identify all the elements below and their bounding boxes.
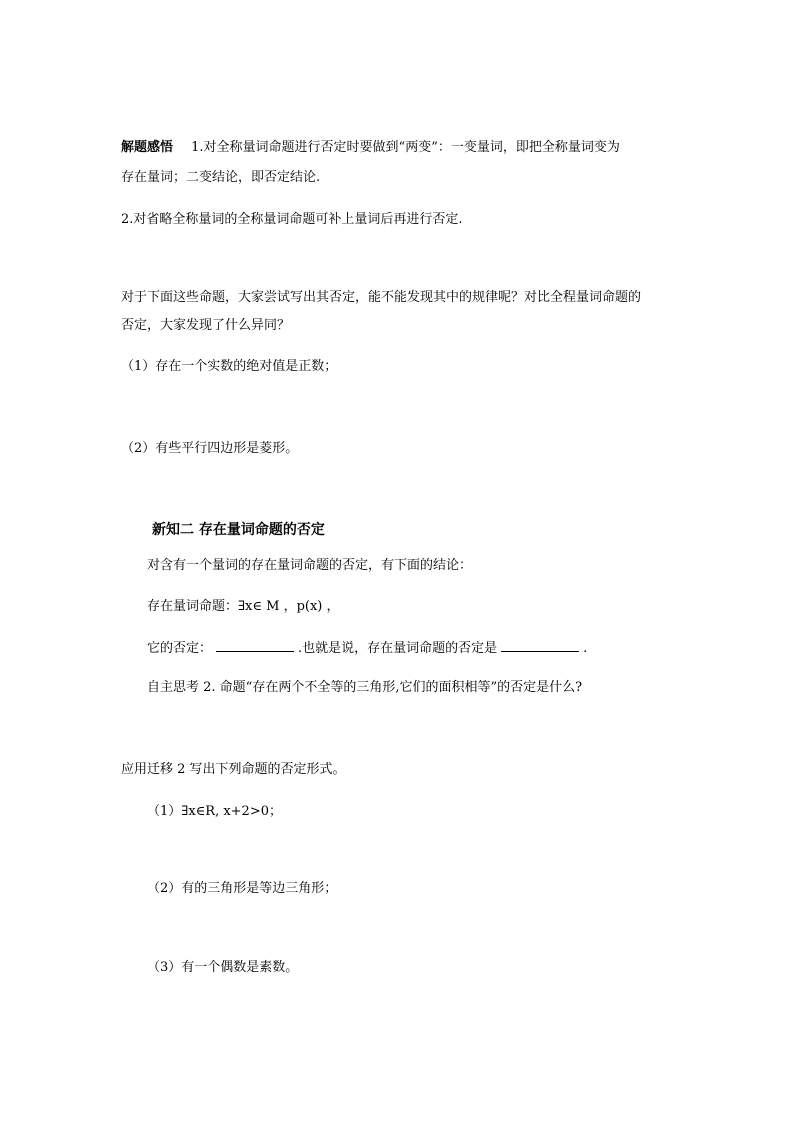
section-intro: 对含有一个量词的存在量词命题的否定，有下面的结论： (147, 558, 473, 573)
application-item-1: （1）∃x∈R, x+2>0； (147, 804, 282, 819)
section-statement: 存在量词命题：∃x∈ M ，p(x) ， (147, 599, 340, 614)
insight-heading: 解题感悟 (121, 140, 174, 155)
exploration-item-1: （1）存在一个实数的绝对值是正数； (121, 359, 338, 374)
application-item-3: （3）有一个偶数是素数。 (147, 960, 299, 975)
application-item-2: （2）有的三角形是等边三角形； (147, 881, 338, 896)
application-heading: 应用迁移 2 写出下列命题的否定形式。 (121, 762, 346, 777)
exploration-line-2: 否定，大家发现了什么异同？ (121, 318, 291, 333)
section-title: 新知二 存在量词命题的否定 (152, 522, 325, 538)
negation-blank-2[interactable] (501, 637, 579, 652)
insight-line-2: 存在量词；二变结论，即否定结论. (121, 170, 321, 185)
negation-blank-1[interactable] (216, 637, 294, 652)
self-think: 自主思考 2. 命题“存在两个不全等的三角形,它们的面积相等”的否定是什么? (147, 680, 583, 695)
exploration-item-2: （2）有些平行四边形是菱形。 (121, 441, 299, 456)
exploration-line-1: 对于下面这些命题，大家尝试写出其否定，能不能发现其中的规律呢？对比全程量词命题的 (121, 290, 642, 305)
insight-text-1: 1.对全称量词命题进行否定时要做到“两变”：一变量词，即把全称量词变为 (191, 140, 620, 155)
negation-line (147, 637, 587, 659)
negation-mid: .也就是说，存在量词命题的否定是 (298, 641, 498, 656)
negation-prefix: 它的否定： (147, 641, 213, 656)
insight-line-1 (121, 138, 620, 158)
insight-line-3: 2.对省略全称量词的全称量词命题可补上量词后再进行否定. (121, 212, 463, 227)
negation-end: . (583, 641, 588, 656)
